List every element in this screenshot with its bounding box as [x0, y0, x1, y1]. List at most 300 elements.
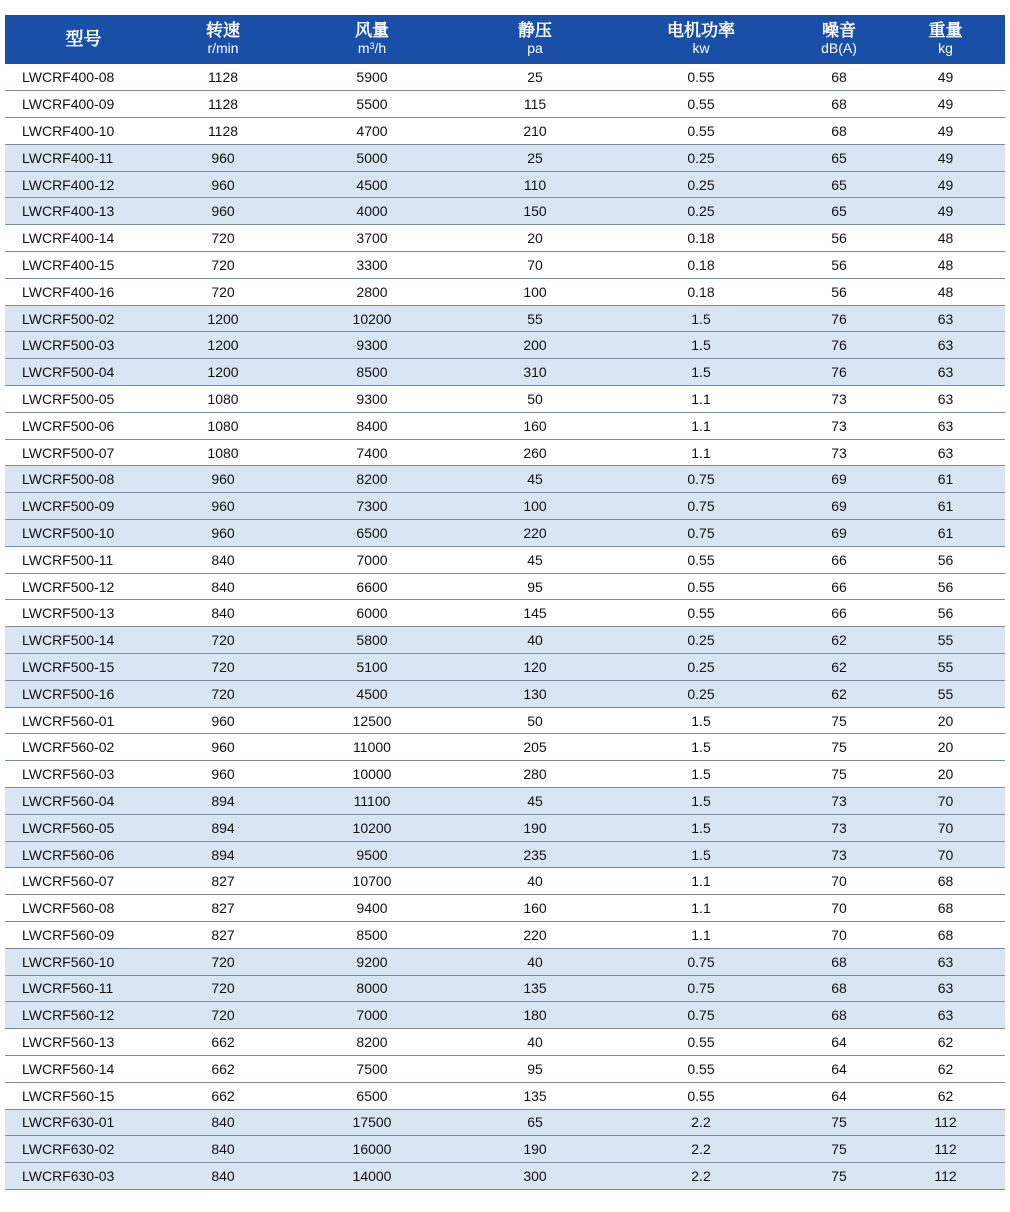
cell-model: LWCRF560-14 — [5, 1055, 162, 1082]
cell-power: 0.25 — [610, 171, 792, 198]
header-power-label: 电机功率 — [667, 20, 735, 41]
cell-model: LWCRF500-15 — [5, 654, 162, 681]
cell-speed: 720 — [162, 627, 284, 654]
cell-speed: 960 — [162, 171, 284, 198]
cell-model: LWCRF630-01 — [5, 1109, 162, 1136]
cell-speed: 960 — [162, 707, 284, 734]
cell-noise: 68 — [792, 948, 886, 975]
cell-weight: 56 — [886, 573, 1005, 600]
cell-weight: 48 — [886, 252, 1005, 279]
cell-model: LWCRF560-02 — [5, 734, 162, 761]
cell-model: LWCRF500-16 — [5, 680, 162, 707]
cell-model: LWCRF400-09 — [5, 91, 162, 118]
cell-weight: 49 — [886, 198, 1005, 225]
cell-speed: 894 — [162, 788, 284, 815]
cell-pressure: 45 — [460, 466, 610, 493]
cell-airflow: 10200 — [284, 305, 460, 332]
cell-weight: 112 — [886, 1136, 1005, 1163]
table-row — [5, 1109, 1005, 1136]
cell-noise: 56 — [792, 278, 886, 305]
cell-airflow: 10200 — [284, 814, 460, 841]
cell-noise: 66 — [792, 573, 886, 600]
cell-speed: 1128 — [162, 64, 284, 91]
cell-noise: 73 — [792, 439, 886, 466]
cell-power: 0.55 — [610, 573, 792, 600]
cell-speed: 720 — [162, 1002, 284, 1029]
header-weight — [886, 15, 1005, 64]
cell-weight: 55 — [886, 654, 1005, 681]
cell-model: LWCRF560-07 — [5, 868, 162, 895]
cell-pressure: 220 — [460, 922, 610, 949]
cell-model: LWCRF560-11 — [5, 975, 162, 1002]
cell-power: 1.5 — [610, 841, 792, 868]
cell-noise: 69 — [792, 493, 886, 520]
cell-airflow: 8500 — [284, 922, 460, 949]
cell-pressure: 120 — [460, 654, 610, 681]
cell-model: LWCRF560-15 — [5, 1082, 162, 1109]
cell-model: LWCRF400-11 — [5, 144, 162, 171]
cell-power: 0.25 — [610, 198, 792, 225]
cell-weight: 63 — [886, 1002, 1005, 1029]
cell-speed: 960 — [162, 466, 284, 493]
cell-model: LWCRF400-08 — [5, 64, 162, 91]
cell-weight: 63 — [886, 412, 1005, 439]
table-row — [5, 841, 1005, 868]
table-row — [5, 1136, 1005, 1163]
cell-airflow: 5000 — [284, 144, 460, 171]
spec-table-container — [5, 15, 1005, 1190]
cell-pressure: 45 — [460, 788, 610, 815]
cell-noise: 73 — [792, 386, 886, 413]
table-row — [5, 1163, 1005, 1190]
cell-weight: 112 — [886, 1109, 1005, 1136]
cell-airflow: 14000 — [284, 1163, 460, 1190]
cell-power: 0.55 — [610, 1082, 792, 1109]
cell-model: LWCRF560-03 — [5, 761, 162, 788]
header-noise — [792, 15, 886, 64]
cell-noise: 64 — [792, 1055, 886, 1082]
cell-airflow: 9400 — [284, 895, 460, 922]
cell-speed: 720 — [162, 680, 284, 707]
cell-power: 0.18 — [610, 252, 792, 279]
cell-pressure: 135 — [460, 975, 610, 1002]
cell-power: 2.2 — [610, 1109, 792, 1136]
cell-noise: 69 — [792, 520, 886, 547]
cell-power: 0.75 — [610, 520, 792, 547]
cell-airflow: 9200 — [284, 948, 460, 975]
cell-noise: 56 — [792, 252, 886, 279]
header-power — [610, 15, 792, 64]
cell-power: 0.55 — [610, 91, 792, 118]
cell-speed: 840 — [162, 573, 284, 600]
cell-model: LWCRF500-08 — [5, 466, 162, 493]
header-noise-unit: dB(A) — [821, 39, 857, 56]
header-noise-label: 噪音 — [822, 20, 856, 41]
cell-power: 1.5 — [610, 707, 792, 734]
cell-weight: 48 — [886, 278, 1005, 305]
cell-noise: 75 — [792, 707, 886, 734]
cell-weight: 56 — [886, 600, 1005, 627]
cell-speed: 720 — [162, 278, 284, 305]
table-row — [5, 278, 1005, 305]
cell-power: 1.5 — [610, 788, 792, 815]
table-row — [5, 600, 1005, 627]
cell-speed: 1200 — [162, 359, 284, 386]
cell-power: 0.25 — [610, 627, 792, 654]
cell-weight: 63 — [886, 439, 1005, 466]
cell-airflow: 9300 — [284, 332, 460, 359]
cell-airflow: 5900 — [284, 64, 460, 91]
cell-airflow: 8400 — [284, 412, 460, 439]
table-row — [5, 466, 1005, 493]
cell-model: LWCRF500-06 — [5, 412, 162, 439]
cell-noise: 73 — [792, 814, 886, 841]
cell-power: 0.75 — [610, 466, 792, 493]
cell-pressure: 220 — [460, 520, 610, 547]
cell-airflow: 4000 — [284, 198, 460, 225]
cell-model: LWCRF500-11 — [5, 546, 162, 573]
cell-speed: 662 — [162, 1055, 284, 1082]
cell-noise: 62 — [792, 680, 886, 707]
cell-pressure: 25 — [460, 64, 610, 91]
table-row — [5, 975, 1005, 1002]
cell-weight: 68 — [886, 895, 1005, 922]
table-row — [5, 948, 1005, 975]
cell-weight: 20 — [886, 734, 1005, 761]
cell-model: LWCRF400-14 — [5, 225, 162, 252]
cell-weight: 62 — [886, 1055, 1005, 1082]
cell-speed: 720 — [162, 975, 284, 1002]
cell-weight: 49 — [886, 64, 1005, 91]
cell-pressure: 45 — [460, 546, 610, 573]
cell-power: 0.25 — [610, 654, 792, 681]
cell-weight: 56 — [886, 546, 1005, 573]
cell-weight: 70 — [886, 841, 1005, 868]
table-row — [5, 118, 1005, 145]
cell-power: 1.5 — [610, 734, 792, 761]
cell-weight: 63 — [886, 975, 1005, 1002]
cell-power: 2.2 — [610, 1136, 792, 1163]
cell-weight: 49 — [886, 91, 1005, 118]
cell-model: LWCRF400-10 — [5, 118, 162, 145]
cell-model: LWCRF560-13 — [5, 1029, 162, 1056]
cell-weight: 63 — [886, 332, 1005, 359]
cell-weight: 63 — [886, 305, 1005, 332]
table-row — [5, 359, 1005, 386]
cell-noise: 68 — [792, 64, 886, 91]
table-row — [5, 814, 1005, 841]
cell-weight: 63 — [886, 359, 1005, 386]
cell-power: 1.5 — [610, 814, 792, 841]
cell-speed: 960 — [162, 520, 284, 547]
cell-noise: 62 — [792, 627, 886, 654]
cell-pressure: 50 — [460, 707, 610, 734]
cell-power: 0.55 — [610, 1055, 792, 1082]
table-row — [5, 412, 1005, 439]
cell-power: 0.25 — [610, 680, 792, 707]
table-row — [5, 305, 1005, 332]
cell-pressure: 205 — [460, 734, 610, 761]
cell-speed: 662 — [162, 1082, 284, 1109]
cell-weight: 20 — [886, 761, 1005, 788]
cell-noise: 69 — [792, 466, 886, 493]
cell-noise: 65 — [792, 198, 886, 225]
table-row — [5, 171, 1005, 198]
cell-airflow: 4500 — [284, 680, 460, 707]
header-pressure-label: 静压 — [518, 20, 552, 41]
cell-noise: 75 — [792, 1109, 886, 1136]
table-row — [5, 439, 1005, 466]
cell-speed: 894 — [162, 814, 284, 841]
cell-speed: 960 — [162, 493, 284, 520]
table-row — [5, 546, 1005, 573]
table-row — [5, 707, 1005, 734]
cell-noise: 66 — [792, 546, 886, 573]
cell-speed: 720 — [162, 948, 284, 975]
cell-noise: 65 — [792, 171, 886, 198]
table-row — [5, 1082, 1005, 1109]
cell-power: 0.55 — [610, 546, 792, 573]
cell-weight: 49 — [886, 118, 1005, 145]
cell-speed: 894 — [162, 841, 284, 868]
cell-airflow: 5800 — [284, 627, 460, 654]
cell-airflow: 10700 — [284, 868, 460, 895]
cell-airflow: 9300 — [284, 386, 460, 413]
cell-airflow: 7500 — [284, 1055, 460, 1082]
cell-speed: 840 — [162, 1109, 284, 1136]
table-row — [5, 922, 1005, 949]
cell-power: 1.1 — [610, 386, 792, 413]
cell-airflow: 6500 — [284, 1082, 460, 1109]
cell-model: LWCRF400-13 — [5, 198, 162, 225]
table-row — [5, 1002, 1005, 1029]
cell-noise: 70 — [792, 895, 886, 922]
cell-weight: 62 — [886, 1082, 1005, 1109]
table-row — [5, 868, 1005, 895]
cell-pressure: 40 — [460, 627, 610, 654]
cell-pressure: 25 — [460, 144, 610, 171]
cell-pressure: 135 — [460, 1082, 610, 1109]
header-weight-label: 重量 — [928, 20, 963, 41]
cell-airflow: 4500 — [284, 171, 460, 198]
cell-speed: 1128 — [162, 118, 284, 145]
table-row — [5, 654, 1005, 681]
cell-airflow: 2800 — [284, 278, 460, 305]
cell-model: LWCRF560-04 — [5, 788, 162, 815]
cell-noise: 70 — [792, 868, 886, 895]
cell-model: LWCRF500-04 — [5, 359, 162, 386]
cell-weight: 49 — [886, 171, 1005, 198]
cell-model: LWCRF560-09 — [5, 922, 162, 949]
cell-noise: 75 — [792, 734, 886, 761]
fan-spec-table — [5, 15, 1005, 1190]
table-body — [5, 64, 1005, 1189]
cell-weight: 55 — [886, 627, 1005, 654]
table-row — [5, 64, 1005, 91]
cell-speed: 1200 — [162, 305, 284, 332]
cell-pressure: 280 — [460, 761, 610, 788]
cell-airflow: 9500 — [284, 841, 460, 868]
cell-noise: 66 — [792, 600, 886, 627]
table-row — [5, 332, 1005, 359]
cell-airflow: 6500 — [284, 520, 460, 547]
cell-airflow: 17500 — [284, 1109, 460, 1136]
cell-pressure: 55 — [460, 305, 610, 332]
table-row — [5, 895, 1005, 922]
table-row — [5, 520, 1005, 547]
cell-weight: 48 — [886, 225, 1005, 252]
header-weight-unit: kg — [938, 39, 953, 56]
cell-airflow: 7400 — [284, 439, 460, 466]
header-airflow-label: 风量 — [355, 20, 389, 41]
cell-power: 0.18 — [610, 278, 792, 305]
cell-power: 0.55 — [610, 600, 792, 627]
cell-noise: 76 — [792, 332, 886, 359]
header-model-label: 型号 — [65, 29, 102, 50]
cell-pressure: 100 — [460, 278, 610, 305]
cell-weight: 61 — [886, 520, 1005, 547]
cell-pressure: 110 — [460, 171, 610, 198]
cell-speed: 960 — [162, 144, 284, 171]
cell-airflow: 8000 — [284, 975, 460, 1002]
table-row — [5, 252, 1005, 279]
cell-speed: 1080 — [162, 386, 284, 413]
table-row — [5, 91, 1005, 118]
cell-weight: 63 — [886, 948, 1005, 975]
table-row — [5, 680, 1005, 707]
cell-pressure: 40 — [460, 1029, 610, 1056]
cell-pressure: 180 — [460, 1002, 610, 1029]
table-row — [5, 761, 1005, 788]
cell-airflow: 16000 — [284, 1136, 460, 1163]
cell-speed: 840 — [162, 1136, 284, 1163]
cell-speed: 720 — [162, 225, 284, 252]
cell-model: LWCRF630-03 — [5, 1163, 162, 1190]
header-speed — [162, 15, 284, 64]
cell-noise: 65 — [792, 144, 886, 171]
cell-pressure: 300 — [460, 1163, 610, 1190]
table-row — [5, 573, 1005, 600]
cell-power: 1.5 — [610, 305, 792, 332]
cell-noise: 73 — [792, 412, 886, 439]
header-model — [5, 15, 162, 64]
header-speed-unit: r/min — [207, 39, 239, 56]
cell-model: LWCRF500-07 — [5, 439, 162, 466]
cell-speed: 827 — [162, 922, 284, 949]
cell-airflow: 12500 — [284, 707, 460, 734]
cell-airflow: 5500 — [284, 91, 460, 118]
cell-airflow: 7000 — [284, 1002, 460, 1029]
cell-airflow: 6600 — [284, 573, 460, 600]
cell-weight: 70 — [886, 814, 1005, 841]
cell-airflow: 10000 — [284, 761, 460, 788]
cell-airflow: 11100 — [284, 788, 460, 815]
cell-noise: 68 — [792, 1002, 886, 1029]
cell-airflow: 8200 — [284, 1029, 460, 1056]
cell-model: LWCRF400-15 — [5, 252, 162, 279]
cell-airflow: 7000 — [284, 546, 460, 573]
cell-noise: 75 — [792, 1136, 886, 1163]
cell-model: LWCRF630-02 — [5, 1136, 162, 1163]
cell-pressure: 160 — [460, 895, 610, 922]
cell-model: LWCRF500-05 — [5, 386, 162, 413]
cell-speed: 662 — [162, 1029, 284, 1056]
cell-model: LWCRF560-01 — [5, 707, 162, 734]
cell-power: 0.75 — [610, 975, 792, 1002]
cell-pressure: 95 — [460, 1055, 610, 1082]
cell-power: 1.5 — [610, 761, 792, 788]
cell-speed: 840 — [162, 546, 284, 573]
cell-power: 1.1 — [610, 412, 792, 439]
cell-pressure: 50 — [460, 386, 610, 413]
cell-pressure: 115 — [460, 91, 610, 118]
header-airflow-unit: $m^3/h$ — [357, 39, 387, 56]
cell-weight: 68 — [886, 922, 1005, 949]
cell-noise: 75 — [792, 1163, 886, 1190]
table-row — [5, 627, 1005, 654]
cell-pressure: 200 — [460, 332, 610, 359]
cell-noise: 68 — [792, 91, 886, 118]
header-power-unit: kw — [692, 39, 710, 56]
cell-speed: 1080 — [162, 412, 284, 439]
table-row — [5, 788, 1005, 815]
cell-noise: 75 — [792, 761, 886, 788]
table-row — [5, 144, 1005, 171]
cell-pressure: 150 — [460, 198, 610, 225]
cell-power: 1.5 — [610, 332, 792, 359]
cell-power: 0.55 — [610, 64, 792, 91]
cell-airflow: 8500 — [284, 359, 460, 386]
cell-speed: 960 — [162, 761, 284, 788]
cell-pressure: 235 — [460, 841, 610, 868]
cell-noise: 68 — [792, 975, 886, 1002]
table-row — [5, 386, 1005, 413]
table-row — [5, 734, 1005, 761]
table-header-row — [5, 15, 1005, 64]
cell-weight: 70 — [886, 788, 1005, 815]
cell-airflow: 7300 — [284, 493, 460, 520]
cell-speed: 827 — [162, 895, 284, 922]
cell-power: 0.55 — [610, 118, 792, 145]
cell-model: LWCRF400-16 — [5, 278, 162, 305]
cell-pressure: 70 — [460, 252, 610, 279]
header-pressure — [460, 15, 610, 64]
cell-weight: 63 — [886, 386, 1005, 413]
cell-power: 0.75 — [610, 948, 792, 975]
cell-noise: 64 — [792, 1029, 886, 1056]
cell-speed: 840 — [162, 1163, 284, 1190]
cell-model: LWCRF500-14 — [5, 627, 162, 654]
cell-speed: 960 — [162, 198, 284, 225]
cell-noise: 62 — [792, 654, 886, 681]
cell-model: LWCRF500-02 — [5, 305, 162, 332]
cell-weight: 20 — [886, 707, 1005, 734]
cell-model: LWCRF500-13 — [5, 600, 162, 627]
cell-weight: 55 — [886, 680, 1005, 707]
cell-model: LWCRF560-10 — [5, 948, 162, 975]
cell-pressure: 260 — [460, 439, 610, 466]
cell-airflow: 11000 — [284, 734, 460, 761]
cell-speed: 720 — [162, 252, 284, 279]
cell-weight: 61 — [886, 466, 1005, 493]
cell-power: 1.1 — [610, 868, 792, 895]
cell-speed: 1128 — [162, 91, 284, 118]
cell-pressure: 100 — [460, 493, 610, 520]
cell-power: 1.1 — [610, 895, 792, 922]
cell-speed: 1200 — [162, 332, 284, 359]
cell-pressure: 310 — [460, 359, 610, 386]
cell-pressure: 95 — [460, 573, 610, 600]
